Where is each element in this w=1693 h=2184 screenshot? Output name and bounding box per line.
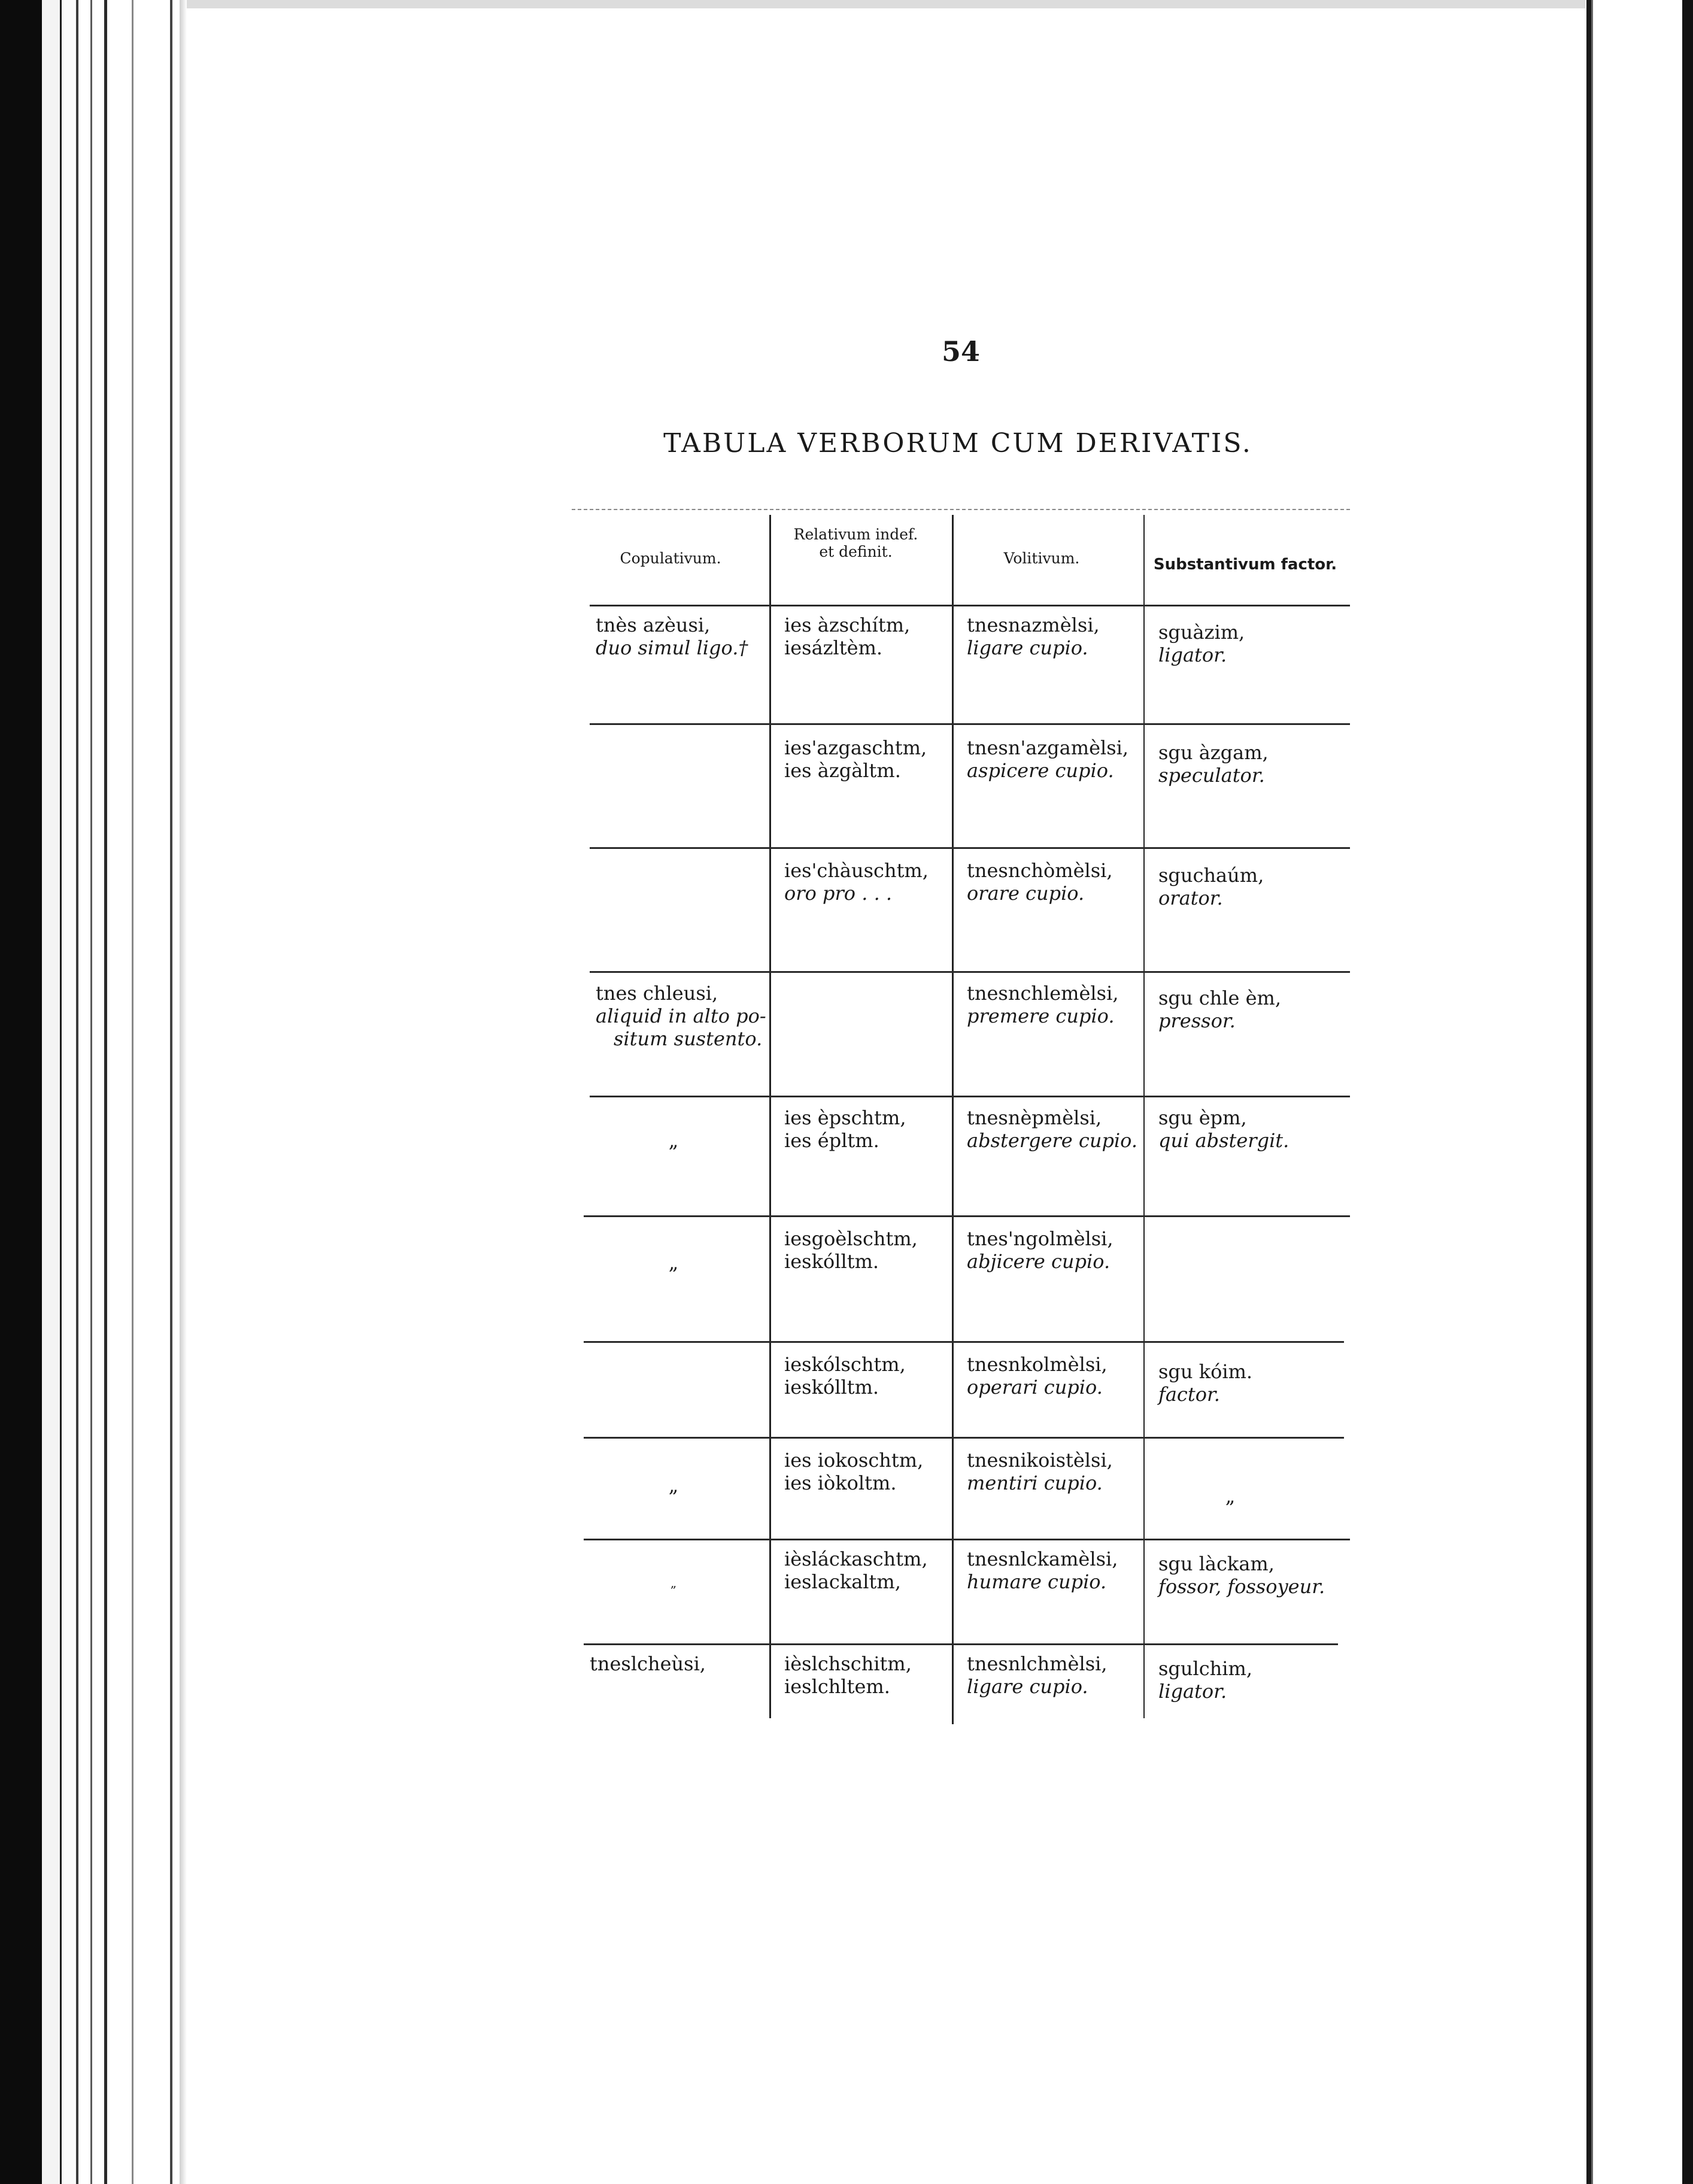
cell-gloss: speculator. xyxy=(1158,764,1265,787)
cell-main: sgu kóim. xyxy=(1158,1360,1253,1383)
cell-main: tneslcheùsi, xyxy=(590,1652,706,1675)
cell-gloss: qui abstergit. xyxy=(1158,1129,1290,1152)
column-header-volitivum xyxy=(955,550,1128,609)
cell-main: „ xyxy=(668,1474,679,1497)
cell-main: sgu èpm, xyxy=(1158,1106,1247,1129)
cell-main: ies épltm. xyxy=(784,1129,879,1152)
page-number: 54 xyxy=(941,335,980,368)
book-page-edge xyxy=(108,0,134,2184)
gutter-shadow xyxy=(180,0,187,2184)
column-header-relativum xyxy=(770,526,941,586)
cell-main: ies àzgàltm. xyxy=(784,759,901,782)
cell-main: sgu làckam, xyxy=(1158,1552,1275,1575)
cell-main: ies àzschítm, xyxy=(784,614,911,636)
ditto-mark xyxy=(1206,1485,1254,1507)
volitivum-cell xyxy=(967,1227,1140,1273)
cell-gloss: oro pro . . . xyxy=(784,882,893,905)
relativum-cell xyxy=(784,1227,952,1273)
cell-gloss: ligare cupio. xyxy=(967,636,1088,659)
volitivum-cell xyxy=(967,982,1140,1027)
cell-main: sgulchim, xyxy=(1158,1657,1253,1680)
substantivum-cell xyxy=(1158,1106,1350,1152)
cell-main: sguchaúm, xyxy=(1158,864,1264,887)
cell-gloss: pressor. xyxy=(1158,1009,1236,1032)
substantivum-cell xyxy=(1158,621,1350,666)
column-divider xyxy=(952,515,954,1724)
relativum-cell xyxy=(784,736,952,782)
cell-gloss: mentiri cupio. xyxy=(967,1472,1103,1494)
cell-gloss: abstergere cupio. xyxy=(967,1129,1138,1152)
substantivum-cell xyxy=(1158,987,1350,1032)
cell-gloss: aspicere cupio. xyxy=(967,759,1114,782)
cell-main: tnesn'azgamèlsi, xyxy=(967,736,1129,759)
right-page-edge xyxy=(1591,0,1689,2184)
column-header-label: Copulativum. xyxy=(620,550,721,567)
copulativum-cell xyxy=(590,1652,760,1675)
row-rule xyxy=(584,1643,1338,1645)
cell-main: tnesnchlemèlsi, xyxy=(967,982,1119,1005)
cell-main: tnes'ngolmèlsi, xyxy=(967,1227,1114,1250)
copulativum-cell xyxy=(596,982,766,1050)
cell-main: ièslchschitm, xyxy=(784,1652,912,1675)
book-page-edge xyxy=(78,0,92,2184)
row-rule xyxy=(584,1341,1344,1343)
book-page-edge xyxy=(42,0,62,2184)
cell-main: tnesnchòmèlsi, xyxy=(967,859,1113,882)
column-divider xyxy=(1143,515,1145,1718)
cell-main: ieskólltm. xyxy=(784,1376,879,1399)
column-header-label: et definit. xyxy=(819,543,893,560)
cell-main: tnesnazmèlsi, xyxy=(967,614,1100,636)
cell-gloss: orator. xyxy=(1158,887,1223,909)
row-rule xyxy=(584,1539,1350,1540)
row-rule xyxy=(590,723,1350,725)
cell-gloss: ligator. xyxy=(1158,1680,1227,1703)
volitivum-cell xyxy=(967,1353,1140,1399)
relativum-cell xyxy=(784,1652,952,1698)
column-divider xyxy=(769,515,771,1718)
volitivum-cell xyxy=(967,736,1140,782)
page-top-fold xyxy=(180,0,1585,8)
volitivum-cell xyxy=(967,1652,1140,1698)
cell-main: ieskólltm. xyxy=(784,1250,879,1273)
cell-main: tnesnlchmèlsi, xyxy=(967,1652,1108,1675)
cell-main: sguàzim, xyxy=(1158,621,1245,644)
column-header-substantivum xyxy=(1146,556,1344,615)
cell-main: ies'chàuschtm, xyxy=(784,859,929,882)
book-page-edge xyxy=(62,0,78,2184)
substantivum-cell xyxy=(1158,741,1350,787)
column-header-label: Volitivum. xyxy=(1003,550,1080,567)
book-page-edge xyxy=(92,0,107,2184)
row-rule xyxy=(584,1215,1350,1217)
cell-main: tnesnikoistèlsi, xyxy=(967,1449,1113,1472)
relativum-cell xyxy=(784,1353,952,1399)
cell-gloss: ligare cupio. xyxy=(967,1675,1088,1698)
cell-main: iesgoèlschtm, xyxy=(784,1227,918,1250)
cell-main: sgu àzgam, xyxy=(1158,741,1269,764)
column-header-label: Relativum indef. xyxy=(793,526,918,543)
cell-main: „ xyxy=(1225,1485,1236,1507)
cell-gloss: orare cupio. xyxy=(967,882,1085,905)
cell-gloss: situm sustento. xyxy=(614,1027,763,1050)
cell-main: sgu chle èm, xyxy=(1158,987,1282,1009)
ditto-mark xyxy=(650,1129,697,1152)
row-rule xyxy=(590,1096,1350,1097)
cell-main: ieslackaltm, xyxy=(784,1570,901,1593)
substantivum-cell xyxy=(1158,1552,1350,1598)
row-rule xyxy=(590,971,1350,973)
volitivum-cell xyxy=(967,614,1140,659)
cell-gloss: fossor, fossoyeur. xyxy=(1158,1575,1325,1598)
cell-main: tnesnlckamèlsi, xyxy=(967,1548,1118,1570)
cell-gloss: operari cupio. xyxy=(967,1376,1103,1399)
cell-gloss: ligator. xyxy=(1158,644,1227,666)
cell-main: ies iòkoltm. xyxy=(784,1472,897,1494)
right-page-edge-line xyxy=(1586,0,1591,2184)
book-edge-dark xyxy=(0,0,42,2184)
cell-gloss: humare cupio. xyxy=(967,1570,1107,1593)
relativum-cell xyxy=(784,1106,952,1152)
volitivum-cell xyxy=(967,1449,1140,1494)
copulativum-cell xyxy=(596,614,766,659)
cell-main: tnes chleusi, xyxy=(596,982,718,1005)
relativum-cell xyxy=(784,859,952,905)
cell-main: ies èpschtm, xyxy=(784,1106,906,1129)
book-page-edge xyxy=(134,0,172,2184)
cell-gloss: duo simul ligo.† xyxy=(596,636,748,659)
substantivum-cell xyxy=(1158,864,1350,909)
cell-main: ieslchltem. xyxy=(784,1675,890,1698)
cell-main: „ xyxy=(668,1251,679,1274)
volitivum-cell xyxy=(967,859,1140,905)
table-top-rule xyxy=(572,509,1350,510)
page-title: TABULA VERBORUM CUM DERIVATIS. xyxy=(663,428,1252,459)
cell-main: „ xyxy=(670,1576,677,1590)
ditto-mark xyxy=(650,1474,697,1497)
ditto-mark xyxy=(650,1572,697,1594)
header-rule xyxy=(590,605,1350,606)
ditto-mark xyxy=(650,1251,697,1274)
cell-main: iesázltèm. xyxy=(784,636,883,659)
cell-main: ieskólschtm, xyxy=(784,1353,906,1376)
column-header-copulativum xyxy=(572,550,769,609)
cell-main: tnès azèusi, xyxy=(596,614,711,636)
cell-gloss: abjicere cupio. xyxy=(967,1250,1111,1273)
volitivum-cell xyxy=(967,1106,1140,1152)
substantivum-cell xyxy=(1158,1360,1350,1406)
relativum-cell xyxy=(784,614,952,659)
cell-main: „ xyxy=(668,1129,679,1152)
right-edge-dark xyxy=(1682,0,1693,2184)
cell-main: tnesnèpmèlsi, xyxy=(967,1106,1102,1129)
cell-gloss: factor. xyxy=(1158,1383,1220,1406)
relativum-cell xyxy=(784,1548,952,1593)
cell-gloss: premere cupio. xyxy=(967,1005,1115,1027)
cell-gloss: aliquid in alto po- xyxy=(596,1005,766,1027)
row-rule xyxy=(590,847,1350,849)
volitivum-cell xyxy=(967,1548,1140,1593)
column-header-label: Substantivum factor. xyxy=(1153,556,1337,574)
substantivum-cell xyxy=(1158,1657,1350,1703)
cell-main: ies iokoschtm, xyxy=(784,1449,924,1472)
cell-main: tnesnkolmèlsi, xyxy=(967,1353,1108,1376)
cell-main: ièsláckaschtm, xyxy=(784,1548,928,1570)
row-rule xyxy=(584,1437,1344,1439)
relativum-cell xyxy=(784,1449,952,1494)
cell-main: ies'azgaschtm, xyxy=(784,736,927,759)
